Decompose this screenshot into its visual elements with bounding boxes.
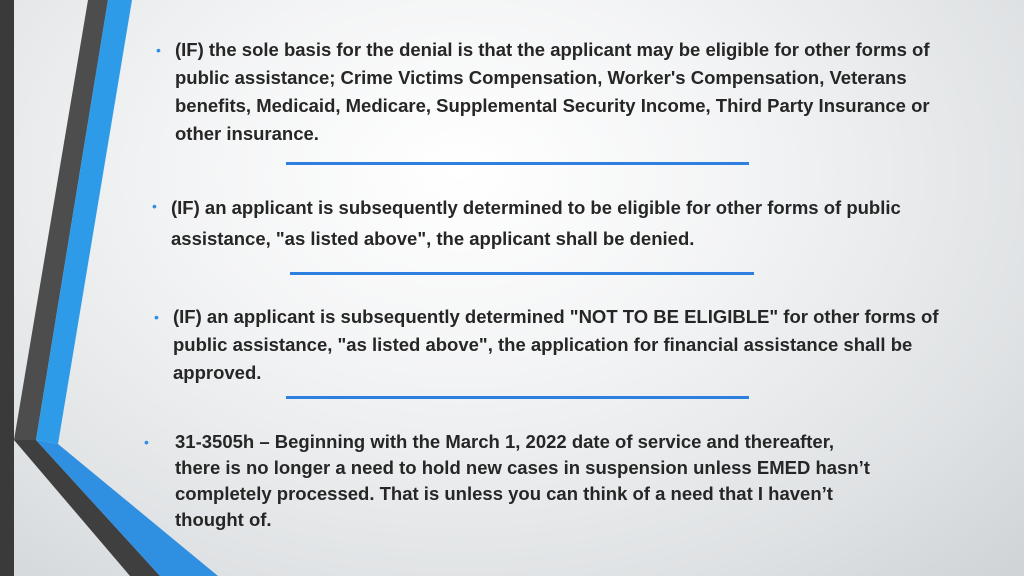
dark-edge-stripe — [0, 0, 14, 576]
divider-line-3 — [286, 396, 749, 399]
bullet-marker: • — [144, 434, 149, 450]
bullet-text-3: (IF) an applicant is subsequently determined "NOT TO BE ELIGIBLE" for other forms of public assistance, "as listed above", the application for financial assistance shall be approved. — [173, 306, 939, 383]
divider-line-2 — [290, 272, 754, 275]
divider-line-1 — [286, 162, 749, 165]
bullet-marker: • — [152, 198, 157, 214]
bullet-marker: • — [156, 42, 161, 58]
dark-lower-stripe — [14, 440, 160, 576]
bullet-text-1: (IF) the sole basis for the denial is that the applicant may be eligible for other forms of public assistance; Crime Victims Compensation, Worker's Compensation, Veterans benefits, Medicaid, Medicare, Supplemental Security Income, Third Party Insurance or other insurance. — [175, 39, 930, 144]
bullet-marker: • — [154, 309, 159, 325]
bullet-text-4: 31-3505h – Beginning with the March 1, 2022 date of service and thereafter, there is no longer a need to hold new cases in suspension unless EMED hasn’t completely processed. That is unless you can think of a need that I haven’t thought of. — [175, 431, 870, 530]
bullet-text-2: (IF) an applicant is subsequently determined to be eligible for other forms of public assistance, "as listed above", the applicant shall be denied. — [171, 197, 901, 249]
